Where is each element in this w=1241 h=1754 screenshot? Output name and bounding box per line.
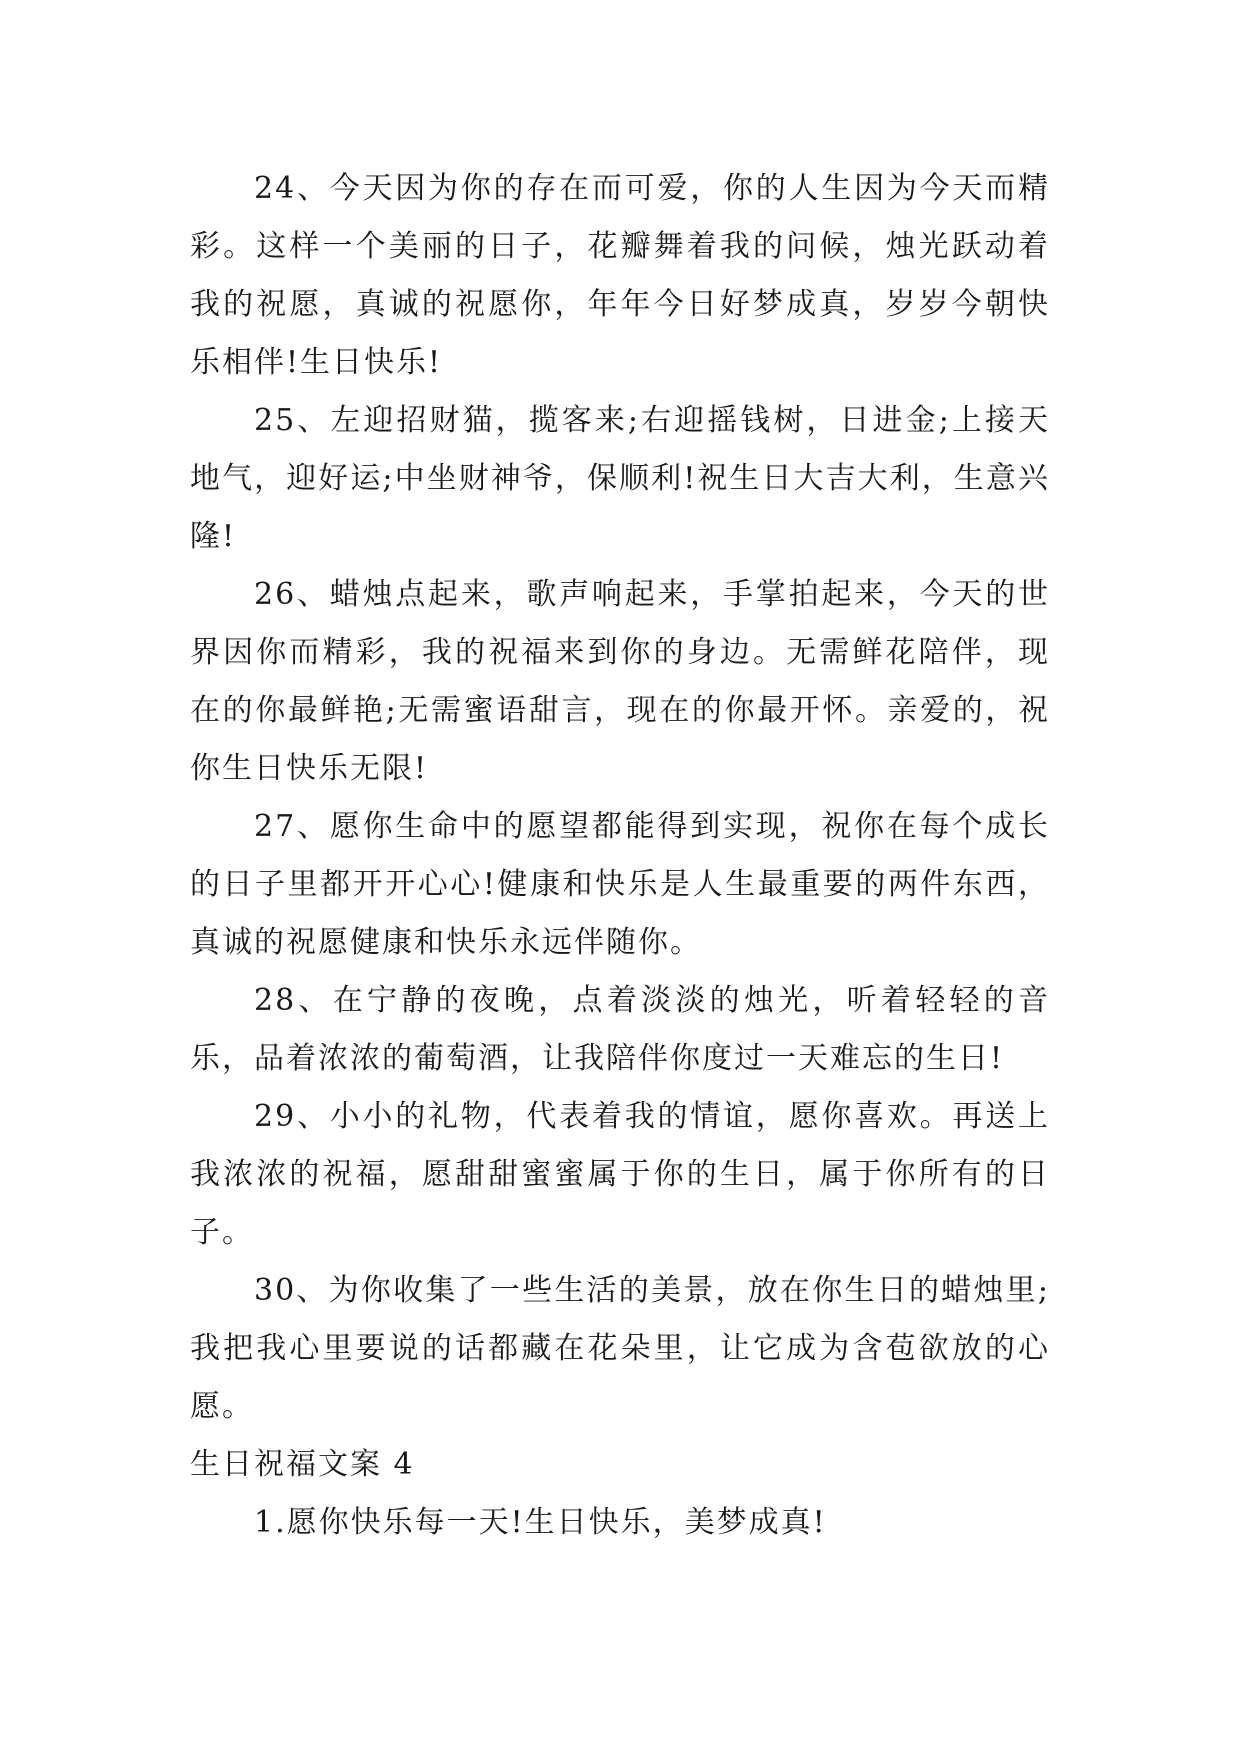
paragraph-24: 24、今天因为你的存在而可爱，你的人生因为今天而精彩。这样一个美丽的日子，花瓣舞着我的问候，烛光跃动着我的祝愿，真诚的祝愿你，年年今日好梦成真，岁岁今朝快乐相伴!生日快乐! — [190, 171, 1050, 380]
paragraph-30: 30、为你收集了一些生活的美景，放在你生日的蜡烛里;我把我心里要说的话都藏在花朵里，让它成为含苞欲放的心愿。 — [190, 1273, 1050, 1424]
paragraph-25: 25、左迎招财猫，揽客来;右迎摇钱树，日进金;上接天地气，迎好运;中坐财神爷，保顺利!祝生日大吉大利，生意兴隆! — [190, 403, 1050, 554]
paragraph-28: 28、在宁静的夜晚，点着淡淡的烛光，听着轻轻的音乐，品着浓浓的葡萄酒，让我陪伴你度过一天难忘的生日! — [190, 983, 1050, 1076]
section-heading: 生日祝福文案 4 — [190, 1447, 415, 1482]
paragraph-27: 27、愿你生命中的愿望都能得到实现，祝你在每个成长的日子里都开开心心!健康和快乐是人生最重要的两件东西，真诚的祝愿健康和快乐永远伴随你。 — [190, 809, 1050, 960]
section-item-1: 1.愿你快乐每一天!生日快乐，美梦成真! — [254, 1505, 827, 1540]
paragraph-26: 26、蜡烛点起来，歌声响起来，手掌拍起来，今天的世界因你而精彩，我的祝福来到你的身边。无需鲜花陪伴，现在的你最鲜艳;无需蜜语甜言，现在的你最开怀。亲爱的，祝你生日快乐无限! — [190, 577, 1050, 786]
document-body — [190, 160, 1050, 1552]
paragraph-29: 29、小小的礼物，代表着我的情谊，愿你喜欢。再送上我浓浓的祝福，愿甜甜蜜蜜属于你的生日，属于你所有的日子。 — [190, 1099, 1050, 1250]
